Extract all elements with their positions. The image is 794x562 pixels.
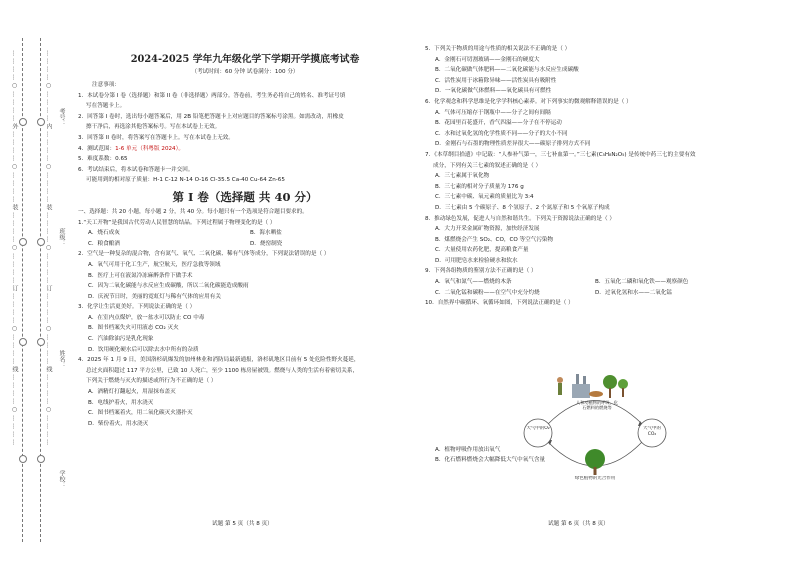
inner-dashed-line (40, 38, 41, 542)
question-7-stem: 7．《本草纲目拾遗》中记载：“人参补气第一，三七补血第一。”三七素(C₅H₈N₂O₅) 是传统中药三七的主要有效 (425, 151, 696, 158)
note-line: 6．考试结束后，将本试卷和答题卡一并交回。 (78, 166, 194, 173)
tree-icon (603, 375, 617, 389)
question-4-stem: 4．2025 年 1 月 9 日，美国洛杉矶爆发的加州林业和消防局最新通报，洛杉矶地区目前有 5 处危险性野火蔓延， (78, 357, 360, 364)
option-c[interactable]: C．二氧化锰和碳粉——在空气中充分灼烧 (435, 289, 540, 296)
deer-icon (589, 391, 603, 397)
binding-strip (0, 0, 70, 562)
test-scope-value: 1-6 单元（科粤版 2024）。 (115, 145, 185, 152)
option-c[interactable]: C．图书档案着火，用二氧化碳灭火器扑灭 (88, 410, 193, 417)
option-b[interactable]: B．电线护着火，用水浇灭 (88, 399, 154, 406)
test-scope-line (78, 144, 412, 155)
carbon-oxygen-cycle-diagram (520, 372, 670, 490)
note-line: 1．本试卷分第 I 卷（选择题）和第 II 卷（非选择题）两部分。答卷前，考生务必将自己的姓名、准考证号填 (78, 92, 346, 99)
notes-heading: 注意事项： (92, 82, 120, 88)
question-4-stem: 总过火面积超过 117 平方公里，已致 10 人死亡，至少 1100 栋房屋被毁。燃烧与人类的生活有着密切关系， (86, 367, 359, 374)
option-b[interactable]: B．三七素的相对分子质量为 176 g (435, 183, 524, 190)
tree-trunk-icon (609, 388, 611, 398)
exam-number-field[interactable]: 考号： (58, 108, 65, 126)
question-9-options-row (425, 288, 755, 299)
tree-trunk-icon (594, 467, 597, 475)
option-d[interactable]: D．金刚石与石墨的物理性质差异很大——碳原子排列方式不同 (435, 141, 591, 148)
outer-binding-label: …………○…………外…………○…………装…………○…………订…………○…………线…………○………… (11, 50, 18, 447)
option-d[interactable]: D．饮用硬化硬水后可以除去水中所有的杂质 (88, 346, 199, 353)
caption-bottom-box (560, 476, 630, 486)
question-6-stem: 6．化学观念和科学思维是化学学科核心素养。对下列事实的微观解释错误的是（ ） (425, 98, 632, 105)
class-field[interactable]: 班级： (58, 228, 65, 246)
chimney-icon (583, 376, 586, 384)
atomic-mass-line: 可能用到的相对原子质量：H-1 C-12 N-14 O-16 Cl-35.5 Ca-40 Cu-64 Zn-65 (86, 177, 285, 184)
option-d[interactable]: D．柴份着火，用水浇灭 (88, 420, 149, 427)
question-9-stem: 9．下列各组物质的鉴别方法不正确的是（ ） (425, 268, 537, 275)
binding-hole (19, 238, 27, 246)
section1-title: 第 I 卷（选择题 共 40 分） (172, 189, 318, 204)
option-d[interactable]: D．可用肥皂水来检验硬水和软水 (435, 257, 518, 264)
footer-right-page-number: 试题 第 6 页（共 8 页） (548, 521, 609, 527)
tree-trunk-icon (622, 388, 624, 397)
note-line: 3．回答第 II 卷时，将答案写在答题卡上。写在本试卷上无效。 (78, 134, 234, 141)
option-c[interactable]: C．汽油除油污是乳化现象 (88, 336, 154, 343)
inner-binding-label: …………○…………内…………○…………装…………○…………订…………○…………线…………○………… (45, 50, 52, 447)
exam-subtitle: （考试时间：60 分钟 试卷满分：100 分） (191, 69, 299, 75)
left-column (78, 80, 412, 429)
option-a[interactable]: A．大力开采金属矿物资源，加快经济发展 (435, 226, 540, 233)
tree-icon (585, 449, 605, 469)
option-b[interactable]: B．煤燃烧会产生 SO₂、CO，CO 等空气污染物 (435, 236, 554, 243)
option-a[interactable]: A．酒精灯打翻起火，用湿抹布盖灭 (88, 389, 176, 396)
binding-hole (19, 455, 27, 463)
question-1-options-row (78, 228, 412, 239)
tree-icon (618, 379, 628, 389)
question-1-stem: 1.“天工开物”是我国古代劳动人民智慧的结晶。下列过程属于物理变化的是（ ） (78, 219, 276, 226)
option-d[interactable]: D．过氧化氢和水——二氧化锰 (595, 289, 673, 296)
question-8-stem: 8．推动绿色发展，促进人与自然和谐共生。下列关于资源说法正确的是（ ） (425, 215, 615, 222)
question-3-stem: 3．化学让生活更美好。下列说法正确的是（ ） (78, 304, 196, 311)
option-a[interactable]: A．氧气可用于化工生产，航空航天，医疗急救等领域 (88, 261, 221, 268)
option-a[interactable]: A．氧气和氮气——燃烧的木条 (435, 279, 512, 286)
note-line: 擦干净后，再选涂其他答案标号。写在本试卷上无效。 (86, 124, 221, 131)
co2-bubble-label: 大气中的CO₂ (643, 426, 661, 437)
name-field[interactable]: 姓名： (58, 350, 65, 368)
question-4-stem: 下列关于燃烧与灭火的描述或所行为不正确的是（ ） (86, 378, 217, 385)
option-c[interactable]: C．大量使用农药化肥，提高粮食产量 (435, 247, 529, 254)
question-5-stem: 5．下列关于物质的用途与性质的相关说法不正确的是（ ） (425, 46, 571, 52)
option-c[interactable]: C．因为二氧化碳能与水反应生成碳酸，所以二氧化碳能造成酸雨 (88, 283, 249, 290)
option-b[interactable]: B．图书档案失火可用液态 CO₂ 灭火 (88, 325, 179, 332)
school-field[interactable]: 学校： (58, 470, 65, 488)
option-b[interactable]: B．二氧化碳做气体肥料——二氧化碳能与水反应生成碳酸 (435, 67, 579, 74)
question-10-stem: 10．自然界中碳循环、氧循环如图，下列说法正确的是（ ） (425, 300, 574, 307)
o2-bubble-label-box (525, 426, 551, 442)
option-b[interactable]: B．五氧化二磷和氧化铁——观察颜色 (595, 279, 689, 286)
option-c[interactable]: C．活性炭用于冰箱除异味——活性炭具有吸附性 (435, 77, 557, 84)
option-b[interactable]: B．医疗上可在液氮冷冻麻醉条件下做手术 (88, 272, 193, 279)
co2-bubble-label-box (639, 426, 665, 442)
option-d[interactable]: D．三七素由 5 个碳原子、8 个氢原子、2 个氮原子和 5 个氧原子构成 (435, 204, 610, 211)
option-c[interactable]: C．三七素中碳、氧元素的质量比为 3:4 (435, 194, 534, 201)
exam-title: 2024-2025 学年九年级化学下学期开学摸底考试卷 (130, 54, 360, 65)
test-scope-prefix: 4．测试范围： (78, 145, 116, 152)
option-a[interactable]: A．金刚石可切割玻璃——金刚石的硬度大 (435, 56, 540, 63)
option-d[interactable]: D．庆祝节日时，美丽的霓虹灯与稀有气体的应用有关 (88, 293, 221, 300)
option-a[interactable]: A．三七素属于氧化物 (435, 173, 490, 180)
caption-bottom: 绿色植物的光合作用 (574, 476, 616, 481)
binding-hole (19, 118, 27, 126)
note-line: 2．回答第 I 卷时，选出每小题答案后，用 2B 铅笔把答题卡上对应题目的答案标号涂黑。如需改动，用橡皮 (78, 113, 344, 120)
question-9-options-row (425, 277, 755, 288)
chimney-icon (576, 374, 579, 384)
question-7-stem: 成分，下列有关三七素的叙述正确的是（ ） (433, 162, 542, 169)
option-d[interactable]: D．烧窑制瓷 (250, 240, 283, 247)
binding-hole (19, 338, 27, 346)
option-c[interactable]: C．粮食酿酒 (88, 240, 120, 247)
option-a[interactable]: A．在室内点煤炉，放一盆水可以防止 CO 中毒 (88, 314, 205, 321)
caption-top: 人和动植物的呼吸、化石燃料的燃烧等 (576, 400, 618, 410)
outer-dashed-line (22, 38, 23, 542)
person-body-icon (558, 383, 562, 395)
footer-left-page-number: 试题 第 5 页（共 8 页） (212, 521, 273, 527)
section1-intro: 一、选择题：共 20 小题，每小题 2 分，共 40 分。每小题只有一个选项是符合题目要求的。 (78, 208, 308, 215)
option-a[interactable]: A．气体可压缩存于钢瓶中——分子之间有间隔 (435, 109, 551, 116)
question-2-stem: 2．空气是一种复杂的混合物，含有氮气、氧气、二氧化碳、稀有气体等成分，下列说法错误的是（ ） (78, 251, 330, 258)
option-a[interactable]: A．烧石成灰 (88, 230, 120, 237)
question-1-options-row (78, 239, 412, 250)
option-d[interactable]: D．一氧化碳做气体燃料——氧化碳具有可燃性 (435, 88, 552, 95)
option-a[interactable]: A．植物呼吸作用放出氧气 (435, 446, 501, 453)
o2-bubble-label: 大气中的O₂ (526, 426, 550, 431)
option-b[interactable]: B．海水晒盐 (250, 230, 282, 237)
note-line: 5．难度系数：0.65 (78, 156, 128, 163)
caption-top-box (574, 400, 620, 416)
note-line: 写在答题卡上。 (86, 103, 126, 110)
person-icon (557, 377, 563, 383)
factory-icon (572, 384, 590, 398)
option-b[interactable]: B．花园里百花盛开，香气四溢——分子在不停运动 (435, 120, 562, 127)
option-b[interactable]: B．化石燃料燃烧会大幅降低大气中氧气含量 (435, 457, 546, 464)
option-c[interactable]: C．水和过氧化氢的化学性质不同——分子的大小不同 (435, 130, 568, 137)
